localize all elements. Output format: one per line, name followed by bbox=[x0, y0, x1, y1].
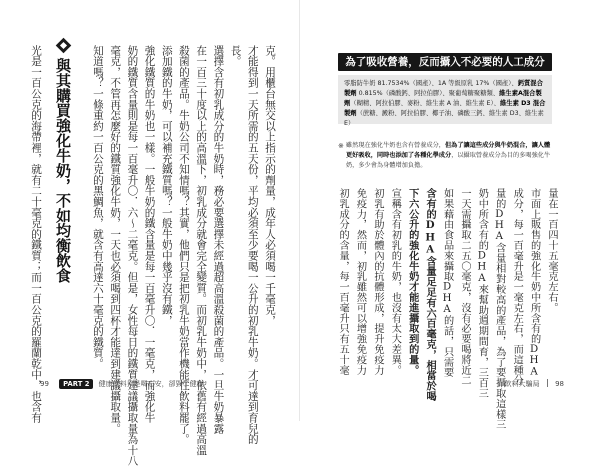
ingredients-text: 零脂防牛奶 81.7534%（國產）、1A 等級原乳 17%（國產）、 bbox=[344, 80, 518, 87]
text-line: 添加鐵的牛奶，可以補充鐵質嗎？一般牛奶中幾乎沒有鐵， bbox=[160, 45, 173, 326]
text-line: 初乳成分的含量，每一百毫升只有五十毫 bbox=[337, 188, 349, 376]
text-line: 成分，每一百毫升是一毫克左右，而這種分 bbox=[511, 188, 523, 386]
text-line: 初乳有助於體內的抗體形成，提升免疫力 bbox=[371, 188, 383, 376]
text-line: 量的DHA含量相對較高的產品，為了要攝取這樣三 bbox=[493, 188, 505, 430]
text-line: 含有的DHA含量足足有六百毫克，相當於喝 bbox=[424, 188, 437, 402]
text-line: 量在一百四十五毫克左右。 bbox=[546, 188, 557, 313]
ingredients-highlight: 維生素 D3 混合製劑 bbox=[344, 100, 546, 117]
text-line: 下六公升的強化牛奶才能進攝取到的量。 bbox=[406, 188, 419, 376]
page-number: 99 bbox=[40, 380, 49, 388]
ingredients-note bbox=[338, 141, 552, 175]
text-line: 殺菌的產品。牛奶公司不知情嗎？其實，他們只是把初乳牛奶當作機能性飲料罷了。 bbox=[177, 45, 190, 445]
text-line: 市面上販售的強化牛奶中所含有的DHA bbox=[528, 188, 540, 378]
ingredients-text: （糊精、阿拉伯膠、麥粉、維生素 A 油、維生素 E）、 bbox=[350, 100, 500, 107]
text-line: 光是一百公克的海帶裡，就有二十毫克的鐵質；而一百公克的羅蘭乾中，也含有 bbox=[30, 45, 42, 423]
text-line: 在一百三十度以上的高溫下，初乳成分就會完全變質。而初乳牛奶中，依舊有經過高溫 bbox=[195, 45, 208, 456]
ingredients-highlight: 鈣質混合製劑 bbox=[344, 80, 543, 97]
running-title: 健康飲料只是喝心安，卻毀了健康 bbox=[98, 380, 204, 388]
note-text: 雖然現在強化牛奶也含有營養成分， bbox=[346, 142, 445, 149]
text-line: 選擇含有初乳成分的牛奶時，務必要選擇未經過超高溫殺菌的產品。一旦牛奶暴露 bbox=[212, 45, 225, 434]
running-title: 飲料大騙局 bbox=[504, 380, 540, 388]
section-heading: 與其購買強化牛奶，不如均衡飲食 bbox=[54, 58, 72, 283]
note-highlight: 但為了讓這些成分與牛奶混合，讓人體更好吸收，同時也添加了各種化學成分 bbox=[346, 142, 551, 159]
ingredients-box-title: 為了吸收營養，反而攝入不必要的人工成分 bbox=[338, 53, 552, 71]
text-line: 免疫力，然而，初乳雖然可以增強免疫力 bbox=[354, 188, 366, 376]
part-label: PART 2 bbox=[59, 379, 93, 389]
note-text: ，以攝取營養成分為目的多喝強化牛奶，多少會為身體增加負擔。 bbox=[346, 152, 551, 169]
ingredients-text: （蔗糖、澱粉、阿拉伯膠、椰子油、磷酸三鈣、維生素 D3、維生素 E） bbox=[344, 110, 544, 127]
text-line: 知道嗎？一條重約一百公克的黑鯛魚，就含有高達六十毫克的鐵質。 bbox=[91, 45, 104, 369]
note-mark: ※ bbox=[338, 142, 344, 150]
text-line: 宣稱含有初乳的牛奶，也沒有太大差異。 bbox=[389, 188, 401, 376]
text-line: 毫克，不管再怎麼好的鐵質強化牛奶，一天也必須喝到四杯才能達到建議攝取量。 bbox=[109, 45, 122, 434]
text-line: 奶的鐵質含量則是每一百毫升〇．六～二毫克。但是，女性每日的鐵質建議攝取量為十八 bbox=[126, 45, 139, 466]
text-line: 一天需攝取二五〇毫克，沒有必要喝將近二 bbox=[458, 188, 470, 386]
text-line: 奶中所含有的DHA來幫助週期間育，三百三 bbox=[476, 188, 488, 399]
text-line: 克。用櫃台無交以上指示的劑量，成年人必須喝一千毫克， bbox=[264, 45, 276, 326]
ingredients-highlight: 維生素A混合製劑 bbox=[344, 90, 542, 107]
left-closing-text bbox=[22, 45, 44, 423]
left-footer bbox=[40, 379, 204, 389]
ingredients-text: 0.815%（磷酸鈣、阿拉伯膠）、聚葡萄糖聚糖類、 bbox=[356, 90, 500, 97]
text-line: 強化鐵質的牛奶也一樣。一般牛奶的鐵含量是每一百毫升〇．一毫克，而強化牛 bbox=[143, 45, 156, 423]
right-footer bbox=[505, 379, 564, 389]
text-line: 如果藉由食品來攝取DHA的話，只需要 bbox=[441, 188, 453, 378]
ingredients-box bbox=[338, 75, 552, 127]
page-number: 98 bbox=[555, 380, 564, 388]
footer-separator bbox=[547, 379, 548, 387]
text-line: 才能得到一天所需的五天份，平均必須至少要喝一公升的初乳牛奶。才可達到育兒的 bbox=[246, 45, 259, 445]
text-line: 長。 bbox=[229, 45, 242, 67]
